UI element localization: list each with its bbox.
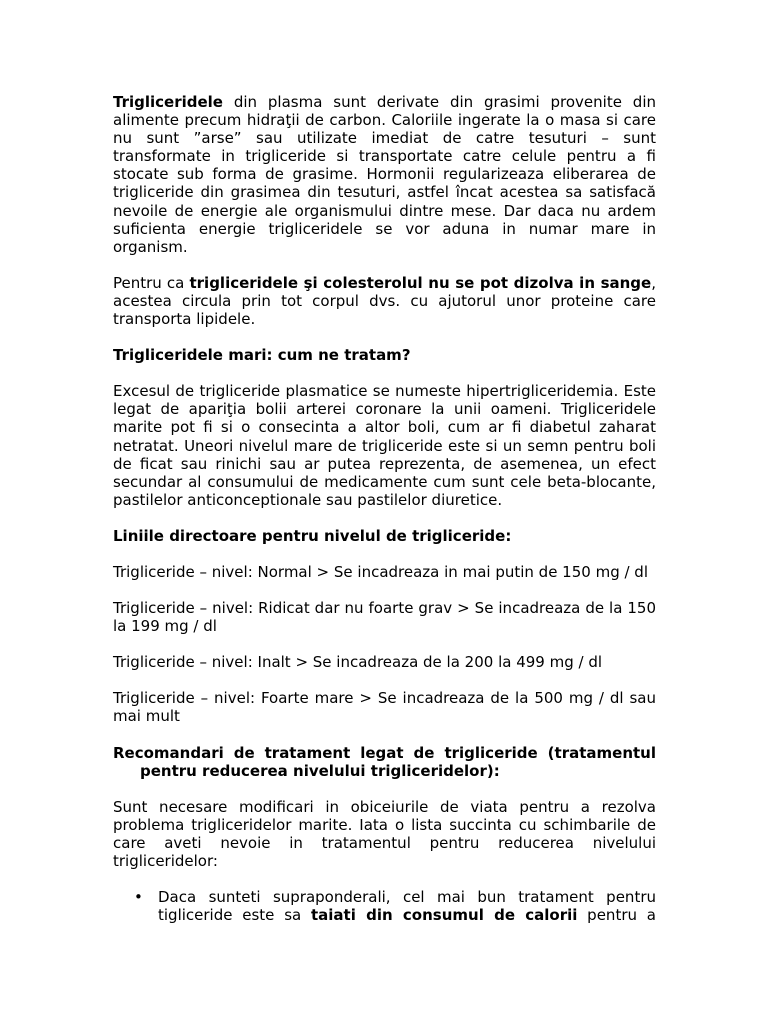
transport-text-end: , acestea circula prin tot corpul dvs. cu ajutorul unor proteine care transporta lipidele. <box>113 273 656 329</box>
transport-emphasis: trigliceridele şi colesterolul nu se pot dizolva in sange <box>189 273 652 292</box>
list-item-emphasis: taiati din consumul de calorii <box>311 906 578 925</box>
guideline-level-high: Trigliceride – nivel: Inalt > Se incadreaza de la 200 la 499 mg / dl <box>113 653 603 672</box>
intro-text: din plasma sunt derivate din grasimi provenite din alimente precum hidraţii de carbon. Caloriile ingerate la o masa si care nu sunt ”arse” sau utilizate imediat de catre tesuturi – sunt transformate in trigliceride si transportate catre celule pentru a fi stocate sub forma de grasime. Hormonii regularizeaza eliberarea de trigliceride din grasimea din tesuturi, astfel încat acestea sa satisfacă nevoile de energie ale organismului dintre mese. Dar daca nu ardem suficienta energie trigliceridele se vor aduna in numar mare in organism. <box>113 93 656 256</box>
recommendations-list <box>113 888 656 924</box>
transport-text-start: Pentru ca <box>113 273 190 292</box>
high-triglycerides-paragraph: Excesul de trigliceride plasmatice se numeste hipertrigliceridemia. Este legat de apariţia bolii arterei coronare la unii oameni. Trigliceridele marite pot fi si o consecinta a altor boli, cum ar fi diabetul zaharat netratat. Uneori nivelul mare de trigliceride este si un semn pentru boli de ficat sau rinichi sau ar putea reprezenta, de asemenea, un efect secundar al consumului de medicamente cum sunt cele beta-blocante, pastilelor anticonceptionale sau pastilelor diuretice. <box>113 382 656 509</box>
recommendations-heading: Recomandari de tratament legat de trigliceride (tratamentul pentru reducerea nivelului trigliceridelor): <box>113 743 656 780</box>
high-triglycerides-heading: Trigliceridele mari: cum ne tratam? <box>113 346 411 365</box>
list-item-text-start: Daca sunteti supraponderali, cel mai bun tratament pentru tigliceride este sa <box>158 888 656 925</box>
guideline-level-borderline: Trigliceride – nivel: Ridicat dar nu foarte grav > Se incadreaza de la 150 la 199 mg / dl <box>113 599 656 636</box>
list-item-text-end: pentru a <box>577 906 656 925</box>
list-item <box>113 888 656 924</box>
guideline-level-normal: Trigliceride – nivel: Normal > Se incadreaza in mai putin de 150 mg / dl <box>113 562 648 581</box>
bullet-icon: • <box>134 888 143 907</box>
guidelines-heading: Liniile directoare pentru nivelul de trigliceride: <box>113 526 512 545</box>
intro-paragraph <box>113 93 656 256</box>
recommendations-intro-paragraph: Sunt necesare modificari in obiceiurile de viata pentru a rezolva problema trigliceridelor marite. Iata o lista succinta cu schimbarile de care aveti nevoie in tratamentul pentru reducerea nivelului trigliceridelor: <box>113 797 656 870</box>
transport-paragraph <box>113 274 656 328</box>
intro-term: Trigliceridele <box>113 93 223 111</box>
guideline-level-very-high: Trigliceride – nivel: Foarte mare > Se incadreaza de la 500 mg / dl sau mai mult <box>113 689 656 726</box>
